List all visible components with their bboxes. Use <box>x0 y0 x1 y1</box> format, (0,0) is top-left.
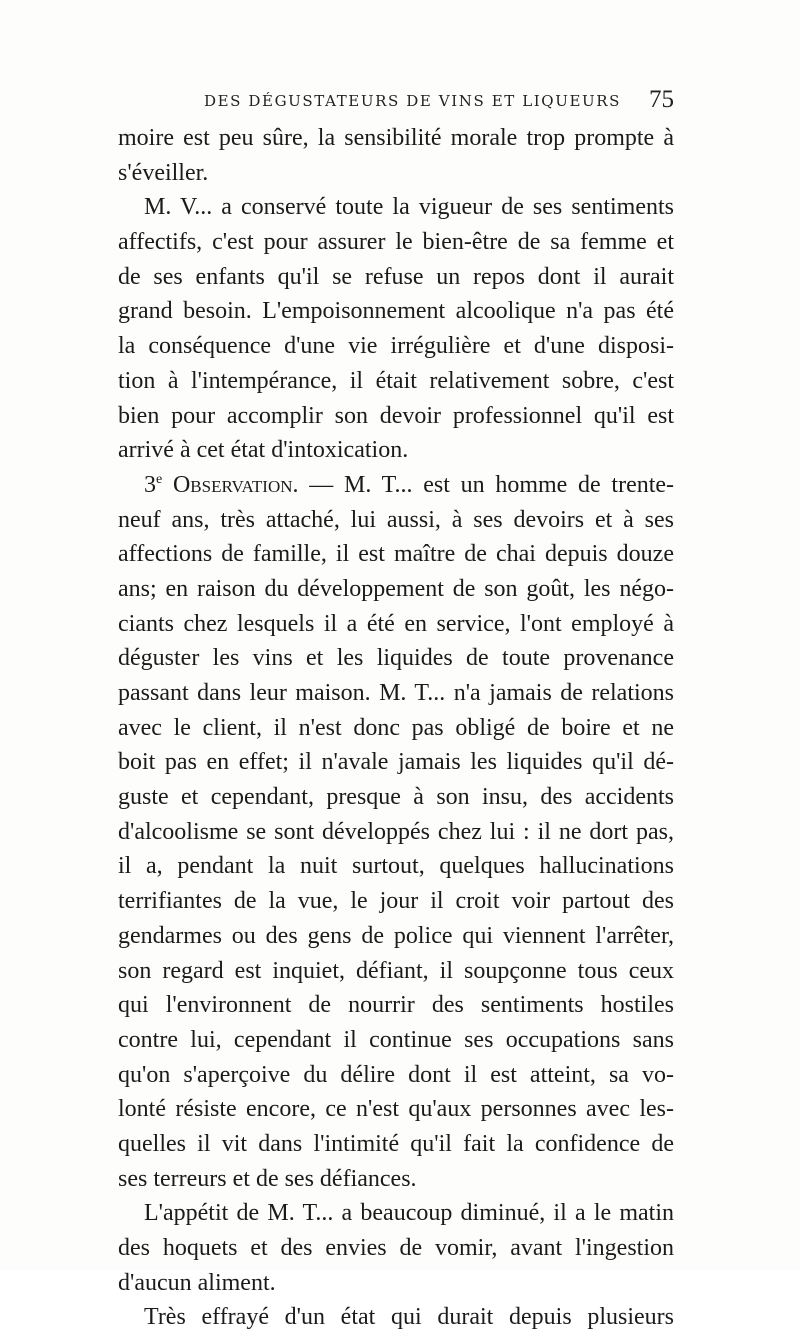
text-line: la conséquence d'une vie irrégulière et d'une disposi- <box>118 333 674 360</box>
text-line: bien pour accomplir son devoir professionnel qu'il est <box>118 402 674 429</box>
text-line: moire est peu sûre, la sensibilité morale trop prompte à <box>118 125 674 151</box>
paragraph-first-line: Très effrayé d'un état qui durait depuis plusieurs <box>144 1304 674 1331</box>
observation-label: Observation. <box>172 471 299 498</box>
text-line: ciants chez lesquels il a été en service, l'ont employé à <box>118 610 674 637</box>
text-line: qu'on s'aperçoive du délire dont il est atteint, sa vo- <box>118 1061 674 1088</box>
text-line: il a, pendant la nuit surtout, quelques hallucinations <box>118 853 674 880</box>
text-line: affections de famille, il est maître de chai depuis douze <box>118 541 674 568</box>
page-header <box>130 86 674 116</box>
text-line: des hoquets et des envies de vomir, avant l'ingestion <box>118 1235 674 1261</box>
text-line: déguster les vins et les liquides de toute provenance <box>118 645 674 672</box>
text-line: d'alcoolisme se sont développés chez lui : il ne dort pas, <box>118 818 674 845</box>
paragraph-first-line: L'appétit de M. T... a beaucoup diminué, il a le matin <box>144 1200 674 1227</box>
text-line: tion à l'intempérance, il était relativement sobre, c'est <box>118 367 674 394</box>
text-line: gendarmes ou des gens de police qui viennent l'arrêter, <box>118 922 674 949</box>
paragraph-first-line: M. V... a conservé toute la vigueur de ses sentiments <box>144 194 674 221</box>
text-line: guste et cependant, presque à son insu, des accidents <box>118 784 674 811</box>
text-line: son regard est inquiet, défiant, il soupçonne tous ceux <box>118 957 674 984</box>
running-head: DES DÉGUSTATEURS DE VINS ET LIQUEURS <box>204 92 622 110</box>
text-line: terrifiantes de la vue, le jour il croit voir partout des <box>118 888 674 915</box>
text-line: passant dans leur maison. M. T... n'a jamais de relations <box>118 680 674 706</box>
text-line: arrivé à cet état d'intoxication. <box>118 437 409 464</box>
observation-dash: — <box>309 471 334 498</box>
text-line: avec le client, il n'est donc pas obligé de boire et ne <box>118 714 674 741</box>
observation-text: M. T... est un homme de trente- <box>344 471 675 498</box>
text-line: s'éveiller. <box>118 159 209 186</box>
text-line: affectifs, c'est pour assurer le bien-être de sa femme et <box>118 229 674 256</box>
observation-superscript: e <box>156 471 163 487</box>
text-line: contre lui, cependant il continue ses occupations sans <box>118 1026 674 1053</box>
text-line: de ses enfants qu'il se refuse un repos dont il aurait <box>118 263 674 290</box>
text-line: grand besoin. L'empoisonnement alcoolique n'a pas été <box>118 298 674 325</box>
text-line: quelles il vit dans l'intimité qu'il fait la confidence de <box>118 1130 674 1157</box>
text-line: neuf ans, très attaché, lui aussi, à ses devoirs et à ses <box>118 506 674 533</box>
text-line: lonté résiste encore, ce n'est qu'aux personnes avec les- <box>118 1096 674 1123</box>
observation-heading-line <box>118 468 674 503</box>
text-line: ans; en raison du développement de son goût, les négo- <box>118 575 674 602</box>
text-line: boit pas en effet; il n'avale jamais les liquides qu'il dé- <box>118 749 674 776</box>
page-number: 75 <box>649 86 674 113</box>
body-text <box>118 121 674 1335</box>
text-line: qui l'environnent de nourrir des sentiments hostiles <box>118 992 674 1019</box>
text-line: ses terreurs et de ses défiances. <box>118 1165 417 1192</box>
text-line: d'aucun aliment. <box>118 1269 276 1296</box>
observation-number: 3 <box>144 471 156 498</box>
